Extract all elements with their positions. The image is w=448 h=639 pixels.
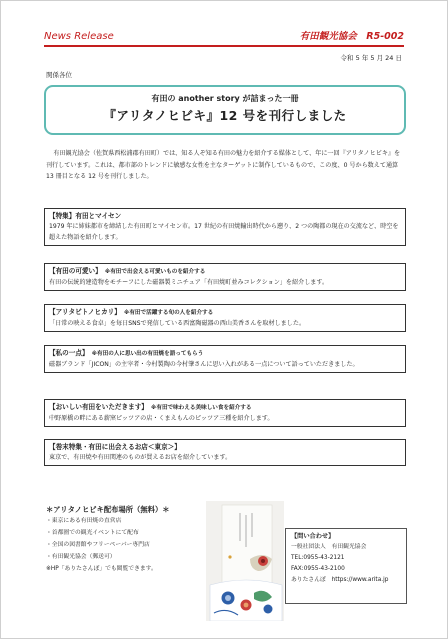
addressee: 関係各位: [46, 71, 72, 79]
section-people: [44, 304, 406, 332]
section-shops: [44, 439, 406, 466]
release-number: 有田観光協会 R5-002: [299, 31, 404, 42]
section-note: ※有田の人に思い出の有田焼を語ってもらう: [91, 351, 204, 357]
section-heading: 【アリタビトノヒカリ】: [49, 308, 121, 316]
title-box: [44, 85, 406, 135]
distribution-item: ・全国の図書館やフリーペーパー専門店: [46, 542, 150, 548]
section-food: [44, 399, 406, 427]
section-heading: 【特集】有田とマイセン: [49, 212, 122, 220]
distribution-heading: ＊アリタノヒビキ配布場所（無料）＊: [46, 505, 170, 514]
magazine-cover-photo: [206, 501, 284, 621]
header-rule: [44, 45, 404, 47]
contact-fax: FAX:0955-43-2100: [291, 565, 345, 572]
section-body: 東京で、有田焼や有田関連のものが買えるお店を紹介しています。: [49, 454, 232, 461]
distribution-item: ・首都圏での観光イベントにて配布: [46, 530, 139, 536]
section-body: 中野原橋の畔にある薪窯ピッツアの店・くまえもんのピッツア三種を紹介します。: [49, 415, 274, 422]
distribution-item: ※HP「ありたさんぽ」でも閲覧できます。: [46, 566, 157, 572]
section-note: ※有田で出会える可愛いものを紹介する: [104, 269, 206, 275]
section-body: 1979 年に姉妹都市を締結した有田町とマイセン市。17 世紀の有田焼輸出時代から遡り、2 つの陶都の現在の交流など、時空を超えた物語を紹介します。: [49, 223, 399, 241]
section-heading: 【巻末特集・有田に出会えるお店＜東京＞】: [49, 443, 181, 451]
section-body: 磁器ブランド「JICON」の主宰者・今村製陶の今村肇さんに思い入れがある一点について語っていただきました。: [49, 361, 359, 368]
section-feature: [44, 208, 406, 246]
section-heading: 【有田の可愛い】: [49, 267, 102, 275]
section-my-piece: [44, 345, 406, 373]
lead-paragraph: 有田観光協会（佐賀県西松浦郡有田町）では、知る人ぞ知る有田の魅力を紹介する媒体として、年に一回『アリタノヒビキ』を刊行しています。これは、都市部のトレンドに敏感な女性を主なターゲットに制作しているもので、この度、0 号から数えて通算 13 冊目となる 12 号を刊行しました。: [46, 150, 401, 180]
title-main: 『アリタノヒビキ』12 号を刊行しました: [103, 108, 347, 123]
section-heading: 【私の一点】: [49, 349, 89, 357]
section-heading: 【おいしい有田をいただきます】: [49, 403, 148, 411]
contact-box: [285, 528, 407, 604]
section-body: 「日常の映える食卓」を毎日SNSで発信している西富陶磁器の西山美香さんを取材しました。: [49, 320, 306, 327]
section-note: ※有田で活躍する旬の人を紹介する: [123, 310, 214, 316]
section-note: ※有田で味わえる美味しい食を紹介する: [150, 405, 252, 411]
contact-heading: 【問い合わせ】: [291, 533, 335, 540]
header-bar: [44, 30, 404, 46]
news-release-label: News Release: [44, 31, 114, 42]
magazine-cover-image: [206, 501, 284, 621]
contact-phone: TEL:0955-43-2121: [291, 554, 345, 561]
distribution-item: ・有田観光協会（郵送可）: [46, 554, 116, 560]
contact-organization: 一般社団法人 有田観光協会: [291, 543, 367, 550]
distribution-block: [46, 504, 196, 575]
section-body: 有田の伝統的建造物をモチーフにした磁器製ミニチュア「有田焼町並みコレクション」を紹介します。: [49, 279, 329, 286]
title-subtitle: 有田の another story が詰まった一冊: [151, 94, 299, 103]
release-date: 令和 5 年 5 月 24 日: [340, 54, 402, 62]
distribution-item: ・東京にある有田焼の直営店: [46, 518, 122, 524]
contact-website: ありたさんぽ https://www.arita.jp: [291, 577, 389, 584]
section-cute: [44, 263, 406, 291]
